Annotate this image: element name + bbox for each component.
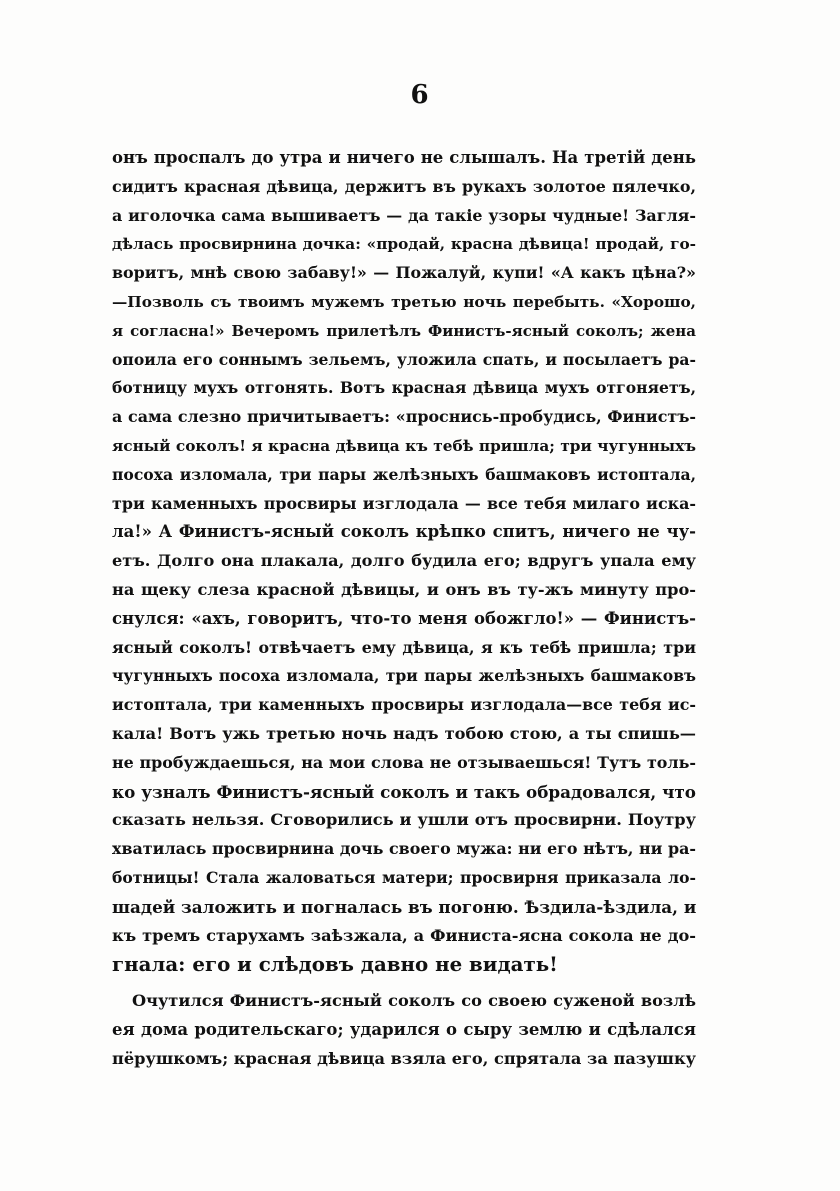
page-number: 6 (410, 80, 430, 110)
text-line: три каменныхъ просвиры изглодала — все тебя милаго иска- (112, 493, 696, 513)
text-line: хватилась просвирнина дочь своего мужа: ни его нѣтъ, ни ра- (112, 839, 696, 859)
text-line: онъ проспалъ до утра и ничего не слышалъ. На третій день (112, 148, 696, 167)
text-line: воритъ, мнѣ свою забаву!» — Пожалуй, купи! «А какъ цѣна?» (112, 263, 696, 283)
text-line: кала! Вотъ ужь третью ночь надъ тобою стою, а ты спишь— (112, 723, 696, 743)
text-line: опоила его соннымъ зельемъ, уложила спать, и посылаетъ ра- (112, 349, 696, 369)
text-line: ея дома родительскаго; ударился о сыру землю и сдѣлался (112, 1019, 696, 1039)
text-line: посоха изломала, три пары желѣзныхъ башмаковъ истоптала, (112, 464, 696, 484)
text-line: ясный соколъ! я красна дѣвица къ тебѣ пришла; три чугунныхъ (112, 436, 696, 455)
paragraph-1 (112, 144, 696, 979)
text-line: истоптала, три каменныхъ просвиры изглодала—все тебя ис- (112, 695, 696, 715)
text-line: а сама слезно причитываетъ: «проснись-пробудись, Финистъ- (112, 407, 696, 427)
text-line: шадей заложить и погналась въ погоню. Ѣздила-ѣздила, и (112, 896, 697, 917)
paragraph-2 (112, 987, 696, 1073)
text-line: етъ. Долго она плакала, долго будила его; вдругъ упала ему (112, 551, 696, 571)
paragraph-gap (112, 979, 696, 987)
text-line: а иголочка сама вышиваетъ — да такіе узоры чудные! Загля- (112, 205, 696, 225)
text-line: дѣлась просвирнина дочка: «продай, красна дѣвица! продай, го- (112, 235, 696, 254)
text-line: гнала: его и слѣдовъ давно не видать! (112, 952, 558, 977)
text-line: чугунныхъ посоха изломала, три пары желѣзныхъ башмаковъ (112, 666, 696, 686)
text-line: ко узналъ Финистъ-ясный соколъ и такъ обрадовался, что (112, 781, 696, 802)
body-text (112, 144, 696, 1074)
text-line: ла!» А Финистъ-ясный соколъ крѣпко спитъ, ничего не чу- (112, 522, 696, 542)
text-line: на щеку слеза красной дѣвицы, и онъ въ ту-жъ минуту про- (112, 579, 696, 599)
text-line: —Позволь съ твоимъ мужемъ третью ночь перебыть. «Хорошо, (112, 292, 696, 311)
text-line: Очутился Финистъ-ясный соколъ со своею суженой возлѣ (132, 991, 696, 1011)
text-line: сказать нельзя. Сговорились и ушли отъ просвирни. Поутру (112, 810, 696, 830)
text-line: ясный соколъ! отвѣчаетъ ему дѣвица, я къ тебѣ пришла; три (112, 637, 696, 657)
text-line: снулся: «ахъ, говоритъ, что-то меня обожгло!» — Финистъ- (112, 608, 696, 628)
text-line: сидитъ красная дѣвица, держитъ въ рукахъ золотое пялечко, (112, 176, 696, 196)
text-line: пёрушкомъ; красная дѣвица взяла его, спрятала за пазушку (112, 1048, 696, 1068)
text-line: къ тремъ старухамъ заѣзжала, а Финиста-ясна сокола не до- (112, 925, 696, 945)
text-line: ботницу мухъ отгонять. Вотъ красная дѣвица мухъ отгоняетъ, (112, 378, 696, 398)
text-line: я согласна!» Вечеромъ прилетѣлъ Финистъ-ясный соколъ; жена (112, 321, 696, 340)
text-line: не пробуждаешься, на мои слова не отзываешься! Тутъ толь- (112, 752, 696, 772)
text-line: ботницы! Стала жаловаться матери; просвирня приказала ло- (112, 867, 696, 887)
